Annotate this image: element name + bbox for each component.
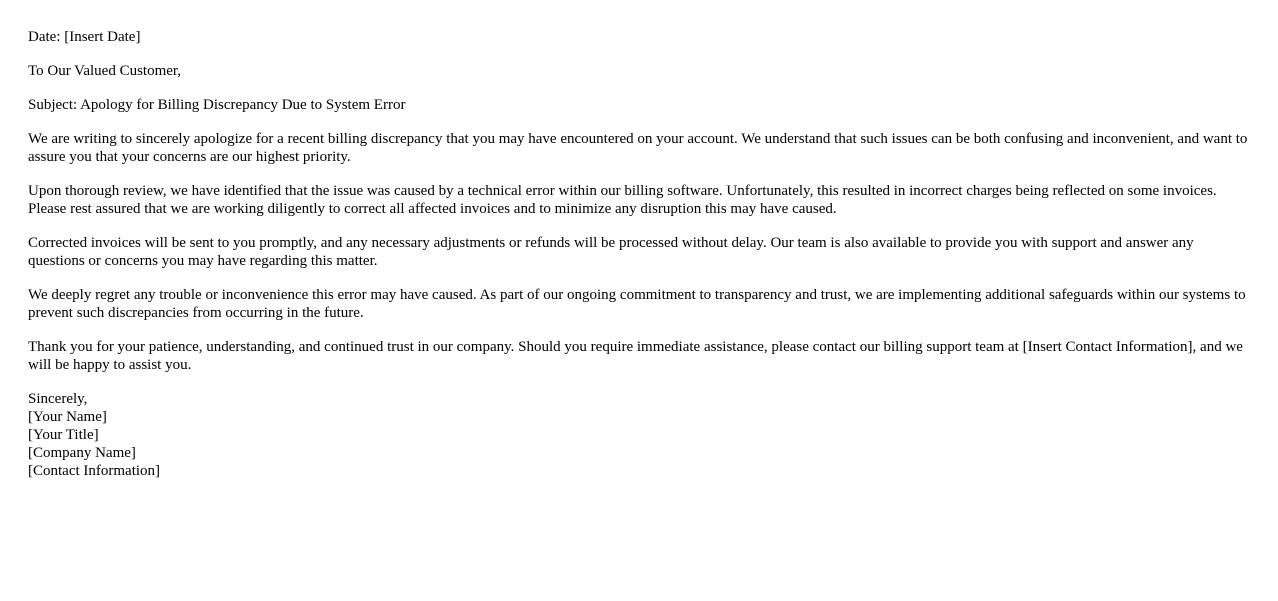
valediction: Sincerely, [28, 391, 88, 407]
paragraph-safeguards: We deeply regret any trouble or inconvenience this error may have caused. As part of our ongoing commitment to transparency and trust, we are implementing additional safeguards within our systems to prevent such discrepancies from occurring in the future. [28, 287, 1246, 321]
contact-information: [Contact Information] [28, 463, 161, 479]
paragraph-cause: Upon thorough review, we have identified that the issue was caused by a technical error within our billing software. Unfortunately, this resulted in incorrect charges being reflected on some invoices. Please rest assured that we are working diligently to correct all affected invoices and to minimize any disruption this may have caused. [28, 183, 1217, 217]
signer-name: [Your Name] [28, 409, 107, 425]
salutation: To Our Valued Customer, [28, 63, 182, 79]
signer-title: [Your Title] [28, 427, 99, 443]
paragraph-resolution: Corrected invoices will be sent to you promptly, and any necessary adjustments or refunds will be processed without delay. Our team is also available to provide you with support and answer any questions or concerns you may have regarding this matter. [28, 235, 1194, 269]
closing-block [28, 390, 1250, 480]
letter-body [28, 28, 1250, 480]
subject-line: Subject: Apology for Billing Discrepancy Due to System Error [28, 97, 406, 113]
date-line: Date: [Insert Date] [28, 29, 141, 45]
paragraph-apology: We are writing to sincerely apologize for a recent billing discrepancy that you may have encountered on your account. We understand that such issues can be both confusing and inconvenient, and want to assure you that your concerns are our highest priority. [28, 131, 1248, 165]
paragraph-thanks: Thank you for your patience, understanding, and continued trust in our company. Should you require immediate assistance, please contact our billing support team at [Insert Contact Information], and we will be happy to assist you. [28, 339, 1243, 373]
company-name: [Company Name] [28, 445, 136, 461]
